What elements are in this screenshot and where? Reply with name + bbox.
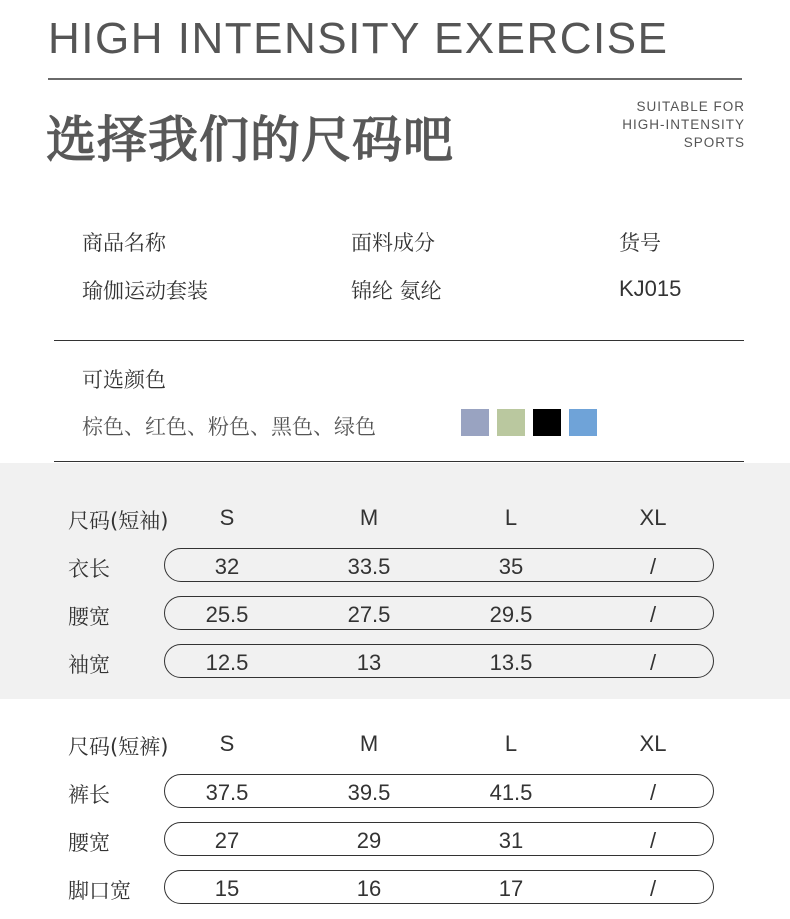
sku-label: 货号: [619, 231, 661, 255]
product-name-value: 瑜伽运动套装: [82, 279, 208, 303]
size-header-l: L: [504, 731, 518, 756]
size-header-xl: XL: [639, 731, 667, 756]
size-header-m: M: [359, 505, 379, 530]
row-label: 腰宽: [68, 605, 110, 629]
cell-s: 12.5: [205, 650, 249, 675]
product-name-label: 商品名称: [82, 231, 166, 255]
cell-l: 35: [498, 554, 524, 579]
fabric-value: 锦纶 氨纶: [351, 279, 442, 303]
color-swatch-4: [569, 409, 597, 436]
color-swatch-2: [497, 409, 525, 436]
table-header-row: [0, 500, 790, 536]
row-label: 袖宽: [68, 653, 110, 677]
row-label: 腰宽: [68, 831, 110, 855]
table-row: [0, 822, 790, 858]
cell-l: 29.5: [489, 602, 533, 627]
tagline-line-1: SUITABLE FOR: [636, 99, 745, 114]
cell-xl: /: [649, 650, 657, 675]
cell-l: 41.5: [489, 780, 533, 805]
table-row: [0, 774, 790, 810]
size-header-s: S: [219, 731, 235, 756]
size-header-m: M: [359, 731, 379, 756]
color-swatch-3: [533, 409, 561, 436]
size-header-s: S: [219, 505, 235, 530]
color-swatch-1: [461, 409, 489, 436]
fabric-label: 面料成分: [351, 231, 435, 255]
color-label: 可选颜色: [82, 368, 166, 392]
table-row: [0, 644, 790, 680]
tagline-line-2: HIGH-INTENSITY: [622, 117, 745, 132]
cell-s: 37.5: [205, 780, 249, 805]
table-row: [0, 870, 790, 906]
row-label: 脚口宽: [68, 879, 131, 903]
row-label: 衣长: [68, 557, 110, 581]
cell-xl: /: [649, 876, 657, 901]
cell-l: 17: [498, 876, 524, 901]
header-divider: [48, 78, 742, 80]
divider-colors: [54, 461, 744, 462]
header-title-en: HIGH INTENSITY EXERCISE: [48, 14, 669, 63]
table-row: [0, 596, 790, 632]
tagline-line-3: SPORTS: [683, 135, 745, 150]
cell-xl: /: [649, 554, 657, 579]
cell-m: 33.5: [347, 554, 391, 579]
size-header-xl: XL: [639, 505, 667, 530]
table-header-row: [0, 726, 790, 762]
cell-xl: /: [649, 828, 657, 853]
cell-m: 27.5: [347, 602, 391, 627]
cell-s: 15: [214, 876, 240, 901]
cell-m: 13: [356, 650, 382, 675]
cell-m: 39.5: [347, 780, 391, 805]
sku-value: KJ015: [619, 276, 682, 301]
cell-s: 27: [214, 828, 240, 853]
size-header-label: 尺码(短袖): [68, 509, 169, 533]
cell-xl: /: [649, 602, 657, 627]
cell-s: 32: [214, 554, 240, 579]
color-swatches: [461, 409, 597, 436]
cell-m: 29: [356, 828, 382, 853]
size-header-label: 尺码(短裤): [68, 735, 169, 759]
size-header-l: L: [504, 505, 518, 530]
cell-l: 31: [498, 828, 524, 853]
divider-info: [54, 340, 744, 341]
cell-m: 16: [356, 876, 382, 901]
color-list: 棕色、红色、粉色、黑色、绿色: [82, 415, 376, 439]
cell-l: 13.5: [489, 650, 533, 675]
cell-s: 25.5: [205, 602, 249, 627]
tagline: [622, 98, 745, 152]
header-title-cn: 选择我们的尺码吧: [46, 111, 454, 169]
row-label: 裤长: [68, 783, 110, 807]
cell-xl: /: [649, 780, 657, 805]
table-row: [0, 548, 790, 584]
